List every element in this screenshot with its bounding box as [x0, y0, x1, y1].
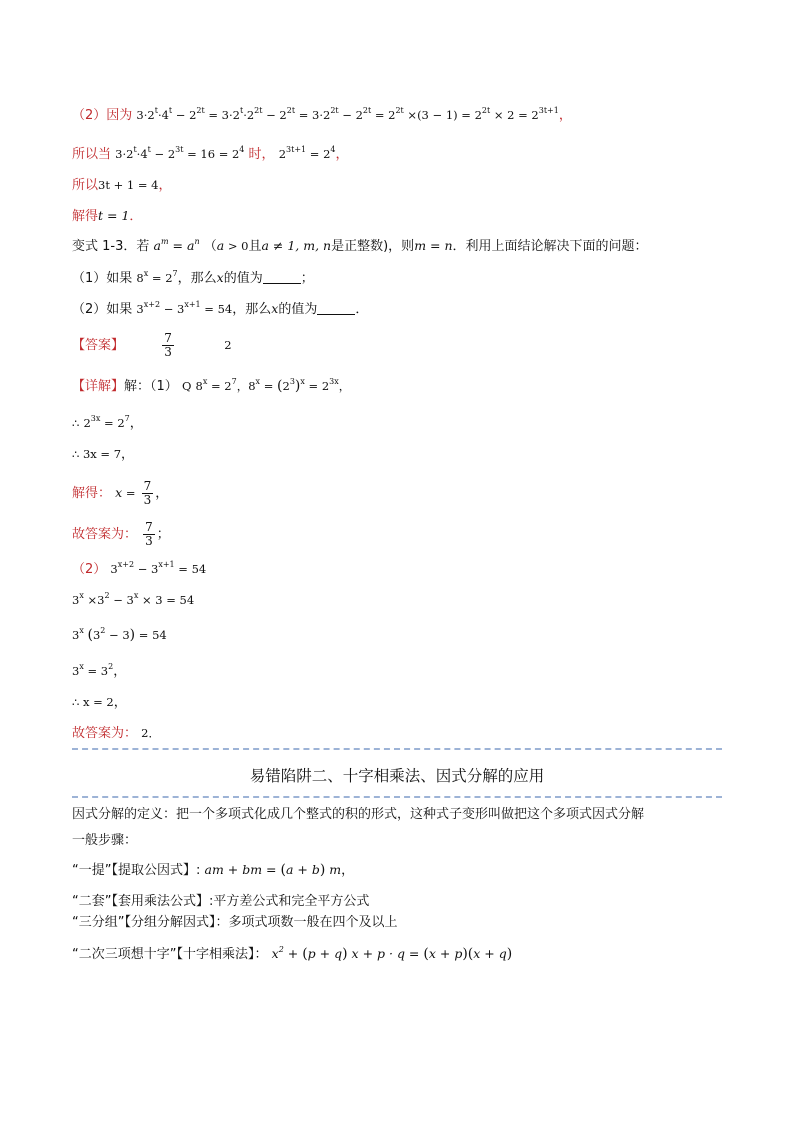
step-cross-formula: $x^2 + (p + q) x + p \cdot q = (x + p)(x + q)$	[271, 945, 513, 962]
solve-expression: t = 1	[98, 208, 130, 223]
detail-text: 解：（1）	[124, 379, 178, 394]
step-2-expression: $2^{3x} = 2^7$	[83, 414, 130, 430]
part-2-label: （2）	[72, 562, 107, 577]
detail-step-4: 解得： x = $\frac{7}{3}$ ，	[72, 479, 169, 507]
step-cross-label: “二次三项想十字”【十字相乘法】：	[72, 947, 268, 962]
step-9-expression: $3^x = 3^2$	[72, 662, 114, 678]
because-symbol: Q	[181, 379, 192, 393]
denominator: 3	[145, 534, 153, 548]
because-label: （2）因为	[72, 108, 133, 123]
final-fraction	[143, 521, 155, 548]
step-10-expression: ∴ x = 2	[72, 695, 114, 709]
question-1-expression: $8^x = 2^7$	[136, 269, 178, 285]
detail-step-11	[72, 724, 160, 743]
detail-step-3	[72, 445, 134, 464]
solve-label: 解得：	[72, 486, 112, 501]
step-3-expression: ∴ 3x = 7	[72, 447, 122, 461]
section-divider-top	[72, 748, 722, 750]
question-2-text: ，那么	[232, 302, 272, 317]
question-1	[72, 269, 314, 288]
therefore-symbol: ∴	[72, 416, 80, 430]
detail-label: 【详解】	[72, 379, 125, 394]
period: ．	[129, 209, 143, 224]
comma: ，	[558, 108, 572, 123]
step-formula: “二套”【套用乘法公式】:平方差公式和完全平方公式	[72, 894, 370, 909]
numerator: 7	[143, 479, 152, 493]
numerator: 7	[145, 520, 153, 534]
answer-line	[72, 332, 232, 359]
question-1-label: （1）如果	[72, 271, 133, 286]
step-7-expression: $3^x \times 3^2 - 3^x \times 3 = 54$	[72, 591, 195, 607]
variant-condition-1: a	[216, 238, 225, 253]
question-1-text: ，那么	[177, 271, 217, 286]
solve-label: 解得	[72, 209, 99, 224]
so-when-expression-2: $2^{3t+1} = 2^4$	[278, 145, 336, 161]
solution-line-so	[72, 176, 172, 195]
part-2-expression: $3^{x+2} - 3^{x+1} = 54$	[110, 560, 207, 576]
variant-problem: 变式 1-3．若 $a^m = a^n$ （a > 0且a ≠ 1, m, n是正整数)，则m = n．利用上面结论解决下面的问题：	[72, 237, 648, 254]
variant-label: 变式 1-3．若	[72, 239, 150, 254]
semicolon: ；	[156, 527, 170, 542]
variant-text: 是正整数)，则	[331, 239, 415, 254]
step-4-fraction	[142, 480, 154, 507]
steps-label: 一般步骤：	[72, 833, 138, 848]
denominator: 3	[164, 345, 172, 359]
answer-blank[interactable]	[263, 271, 301, 284]
variant-text-2: ．利用上面结论解决下面的问题：	[452, 239, 648, 254]
variant-condition-2: a ≠ 1, m, n	[261, 238, 332, 253]
step-cross	[72, 945, 512, 964]
answer-fraction	[162, 332, 174, 359]
variable-x: x	[216, 270, 224, 285]
so-when-mid: 时，	[248, 147, 275, 162]
comma: ，	[158, 178, 172, 193]
so-when-label: 所以当	[72, 147, 112, 162]
final-answer-label: 故答案为：	[72, 527, 138, 542]
step-grouping: “三分组”【分组分解因式】：多项式项数一般在四个及以上	[72, 915, 398, 930]
so-expression: 3t + 1 = 4	[98, 178, 159, 192]
detail-step-8	[72, 626, 167, 645]
section-title: 易错陷阱二、十字相乘法、因式分解的应用	[249, 767, 545, 785]
solution-line-solve	[72, 207, 142, 226]
question-2-label: （2）如果	[72, 302, 133, 317]
variant-conclusion: m = n	[414, 238, 453, 253]
comma: ，	[335, 147, 349, 162]
answer-label: 【答案】	[72, 338, 125, 353]
solution-line-because	[72, 106, 572, 125]
so-label: 所以	[72, 178, 99, 193]
step-extract-formula: am + bm = (a + b) m	[204, 862, 342, 878]
step-8-expression: 3$^x$ $(3^2 - 3) = 54$	[72, 626, 167, 643]
and-label: 且	[248, 239, 262, 254]
question-2-text-2: 的值为	[278, 302, 318, 317]
question-2	[72, 300, 368, 319]
detail-step-9	[72, 662, 126, 681]
final-answer-value: 2．	[141, 726, 160, 740]
comma: ，	[113, 664, 127, 679]
section-divider-bottom	[72, 796, 722, 798]
answer-blank[interactable]	[317, 302, 355, 315]
semicolon: ；	[300, 271, 314, 286]
detail-line	[72, 377, 350, 396]
step-extract: “一提”【提取公因式】: am + bm = (a + b) m，	[72, 862, 355, 878]
detail-step-7	[72, 591, 194, 610]
period: ．	[355, 302, 369, 317]
question-2-expression: $3^{x+2} - 3^{x+1} = 54$	[136, 300, 233, 316]
question-1-text-2: 的值为	[223, 271, 263, 286]
comma: ，	[129, 416, 143, 431]
definition-text: 因式分解的定义：把一个多项式化成几个整式的积的形式，这种式子变形叫做把这个多项式因式分解	[72, 807, 645, 822]
so-when-expression: $3\cdot 2^t\cdot 4^t - 2^{3t} = 16 = 2^4$	[115, 145, 245, 161]
comma: ，	[113, 695, 127, 710]
detail-step-10	[72, 693, 127, 712]
detail-step-2	[72, 414, 143, 433]
numerator: 7	[164, 331, 172, 345]
detail-part-2	[72, 560, 206, 579]
comma: ，	[155, 486, 169, 501]
final-answer-label: 故答案为：	[72, 726, 138, 741]
paren-open: （	[203, 239, 217, 254]
step-extract-label: “一提”【提取公因式】:	[72, 863, 201, 878]
variant-premise: $a^m = a^n$	[153, 237, 200, 253]
denominator: 3	[143, 493, 152, 507]
variable-x: x	[271, 301, 279, 316]
answer-second: 2	[224, 338, 232, 352]
detail-step-5	[72, 521, 170, 548]
comma: ，	[121, 447, 135, 462]
detail-expression: $8^x = 2^7$，$8^x = (2^3)^x = 2^{3x}$，	[195, 377, 351, 394]
solution-line-so-when	[72, 145, 349, 164]
because-expression: $3\cdot 2^t\cdot 4^t - 2^{2t} = 3\cdot 2^t\cdot 2^{2t} - 2^{2t} = 3\cdot 2^{2t} - 2^{2t} = 2^{2t} \times(3 - 1) = 2^{2t} \times 2 = 2^{3t+1}$	[136, 106, 559, 122]
